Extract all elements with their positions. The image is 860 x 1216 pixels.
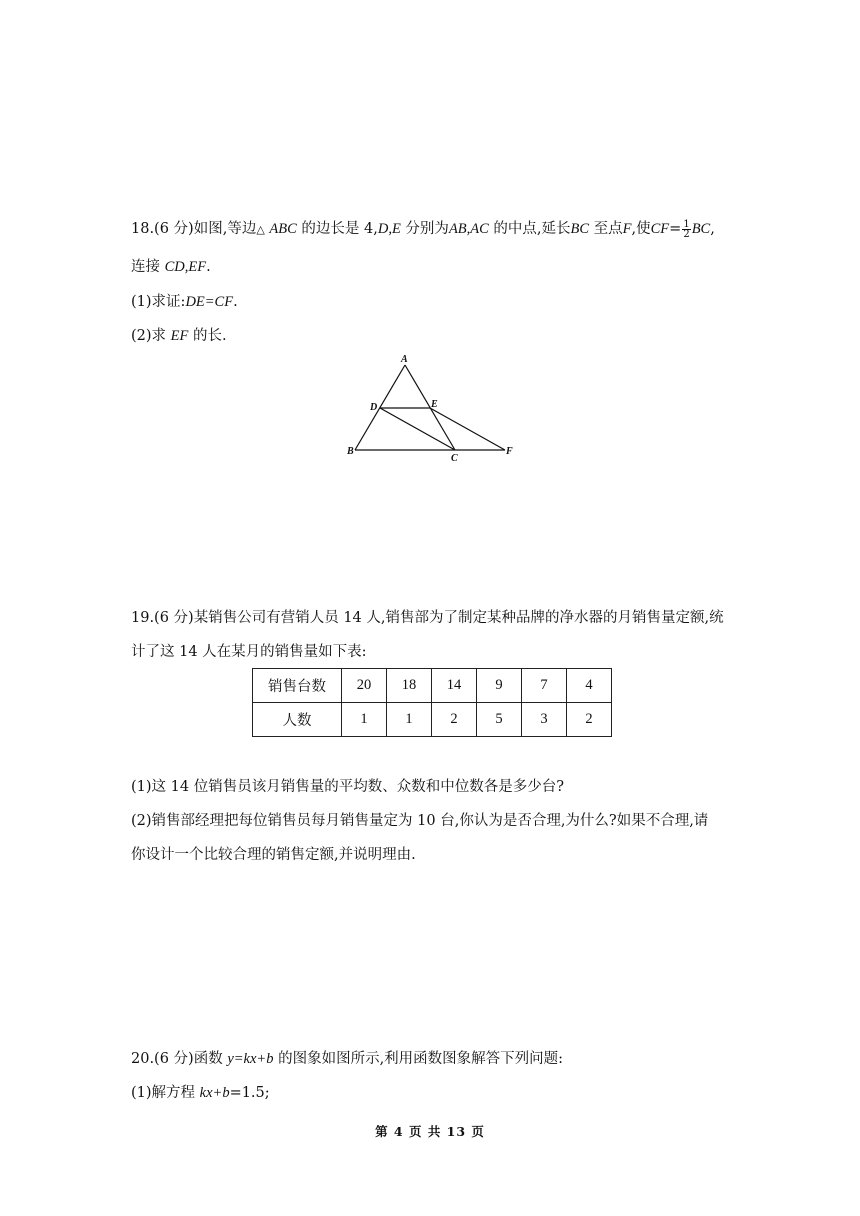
table-cell: 2 (567, 703, 612, 737)
q20-sub1-expr: kx+b (199, 1085, 230, 1101)
table-cell: 1 (342, 703, 387, 737)
q18-var-abc: ABC (269, 221, 297, 237)
table-cell: 20 (342, 669, 387, 703)
triangle-figure (340, 352, 520, 464)
segment-ef (430, 408, 505, 450)
q19-sub2-line2: 你设计一个比较合理的销售定额,并说明理由. (131, 847, 416, 863)
triangle-symbol: △ (256, 223, 265, 236)
q20-text-part: 的图象如图所示,利用函数图象解答下列问题: (273, 1051, 564, 1067)
label-f: F (506, 446, 513, 457)
q19-line1: 19.(6 分)某销售公司有营销人员 14 人,销售部为了制定某种品牌的净水器的月销售量定额,统 (131, 610, 724, 626)
label-e: E (431, 399, 438, 410)
q20-sub1-end: =1.5; (229, 1085, 270, 1101)
q18-text-part: , (710, 221, 715, 237)
table-cell: 1 (387, 703, 432, 737)
table-cell: 7 (522, 669, 567, 703)
q18-text-part: . (206, 259, 211, 275)
table-cell: 4 (567, 669, 612, 703)
q18-sub1-text: (1)求证: (131, 294, 186, 310)
q20-sub1-text: (1)解方程 (131, 1085, 196, 1101)
q19-sub2-line1: (2)销售部经理把每位销售员每月销售量定为 10 台,你认为是否合理,为什么?如果不合理,请 (131, 813, 709, 829)
q18-text-part: 连接 (131, 259, 160, 275)
fraction-one-half (682, 220, 690, 239)
label-c: C (451, 453, 458, 464)
table-cell: 2 (432, 703, 477, 737)
label-b: B (347, 446, 354, 457)
table-cell: 5 (477, 703, 522, 737)
q20-text-part: 20.(6 分)函数 (131, 1051, 223, 1067)
q19-sub1: (1)这 14 位销售员该月销售量的平均数、众数和中位数各是多少台? (131, 779, 564, 795)
table-cell: 14 (432, 669, 477, 703)
label-a: A (401, 354, 408, 365)
q18-sub1-var: DE=CF (185, 294, 234, 310)
fraction-denominator: 2 (683, 228, 690, 240)
table-cell: 9 (477, 669, 522, 703)
q20-formula: y=kx+b (227, 1051, 274, 1067)
q18-line2 (131, 257, 211, 277)
q18-var-cf: CF (650, 221, 670, 237)
q18-sub1-end: . (233, 294, 238, 310)
q20-sub1 (131, 1083, 270, 1103)
table-cell: 3 (522, 703, 567, 737)
q18-text-part: 的中点,延长 (488, 221, 571, 237)
q18-text-part: 分别为 (400, 221, 449, 237)
table-header-cell: 销售台数 (253, 669, 342, 703)
q18-var-abac: AB,AC (448, 221, 489, 237)
sales-table (252, 668, 612, 737)
q18-sub2 (131, 326, 227, 346)
table-cell: 18 (387, 669, 432, 703)
table-row (253, 703, 612, 737)
table-header-cell: 人数 (253, 703, 342, 737)
q18-text-part: 的边长是 4, (296, 221, 378, 237)
q19-line2: 计了这 14 人在某月的销售量如下表: (131, 644, 367, 660)
q18-line1 (131, 219, 715, 240)
q18-var-bc: BC (570, 221, 590, 237)
q18-sub2-var: EF (170, 328, 189, 344)
fraction-numerator: 1 (683, 218, 690, 230)
q18-var-de: D,E (377, 221, 401, 237)
equals-sign: = (669, 221, 682, 237)
q18-sub2-text: (2)求 (131, 328, 167, 344)
q18-sub1 (131, 292, 238, 312)
q18-text-part: 至点 (589, 221, 623, 237)
page-footer: 第 4 页 共 13 页 (375, 1124, 485, 1139)
table-row (253, 669, 612, 703)
q18-sub2-end: 的长. (188, 328, 227, 344)
q18-text-part: ,使 (631, 221, 651, 237)
q18-text-part: 18.(6 分)如图,等边 (131, 221, 257, 237)
label-d: D (370, 402, 378, 413)
q18-var-bc2: BC (691, 221, 711, 237)
q20-line1 (131, 1049, 563, 1069)
segment-cd (380, 408, 455, 450)
q18-var-f: F (622, 221, 632, 237)
q18-var-cdef: CD,EF (164, 259, 207, 275)
